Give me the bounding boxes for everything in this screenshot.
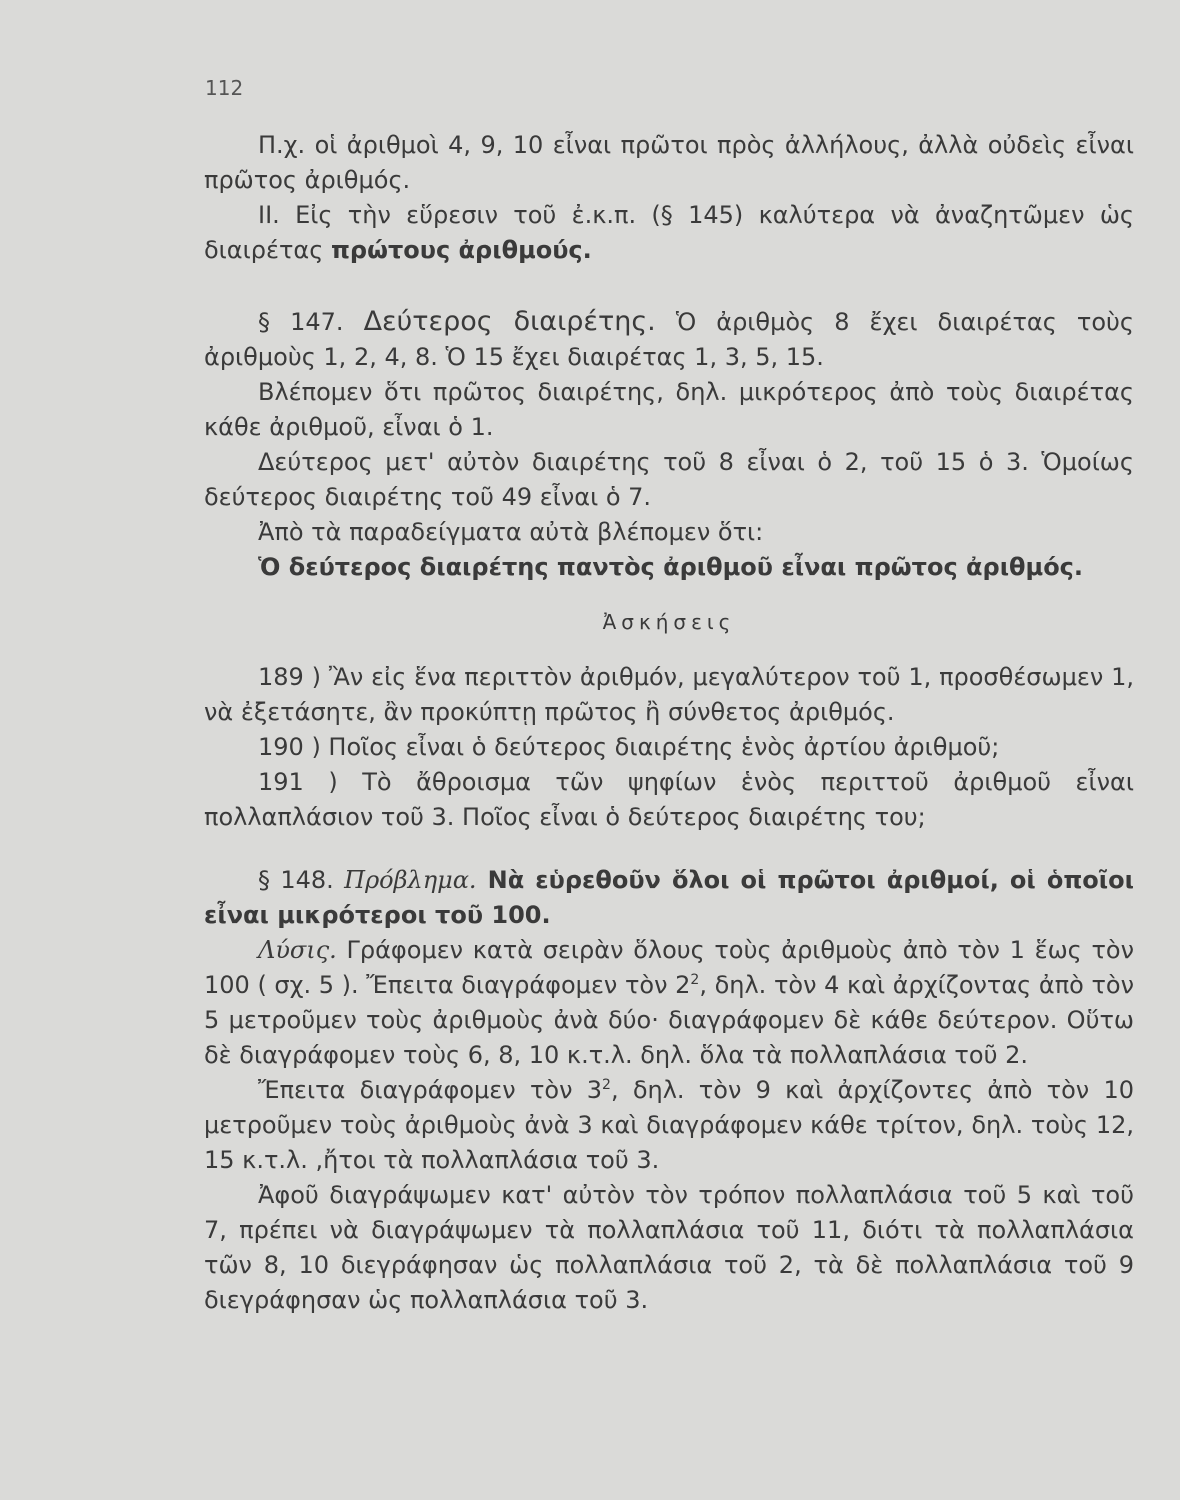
paragraph-text: Ἀπὸ τὰ παραδείγματα αὐτὰ βλέπομεν ὅτι: bbox=[258, 518, 764, 546]
paragraph-solution bbox=[204, 933, 1134, 1073]
section-number: § 148. bbox=[258, 866, 345, 894]
paragraph-second-divisor bbox=[204, 445, 1134, 515]
rule-statement bbox=[204, 550, 1134, 585]
paragraph-text: Ἔπειτα διαγράφομεν τὸν 3 bbox=[258, 1076, 603, 1104]
rule-text: Ὁ δεύτερος διαιρέτης παντὸς ἀριθμοῦ εἶναι πρῶτος ἀριθμός. bbox=[258, 553, 1084, 581]
exercise-191 bbox=[204, 765, 1134, 835]
section-148 bbox=[204, 863, 1134, 933]
paragraph-text: Π.χ. οἱ ἀριθμοὶ 4, 9, 10 εἶναι πρῶτοι πρὸς ἀλλήλους, ἀλλὰ οὐδεὶς εἶναι πρῶτος ἀριθμός. bbox=[204, 131, 1134, 194]
paragraph-example bbox=[204, 128, 1134, 198]
paragraph-text: Ἀφοῦ διαγράψωμεν κατ' αὐτὸν τὸν τρόπον πολλαπλάσια τοῦ 5 καὶ τοῦ 7, πρέπει νὰ διαγράψωμεν τὰ πολλαπλάσια τοῦ 11, διότι τὰ πολλαπλάσια τῶν 8, 10 διεγράφησαν ὡς πολλαπλάσια τοῦ 2, τὰ δὲ πολλαπλάσια τοῦ 9 διεγράφησαν ὡς πολλαπλάσια τοῦ 3. bbox=[204, 1181, 1134, 1314]
problem-statement: Νὰ εὑρεθοῦν ὅλοι οἱ πρῶτοι ἀριθμοί, οἱ ὁποῖοι εἶναι μικρότεροι τοῦ 100. bbox=[204, 866, 1134, 929]
exponent: 2 bbox=[690, 972, 700, 988]
paragraph-then bbox=[204, 1073, 1134, 1178]
paragraph-text: Γράφομεν κατὰ σειρὰν ὅλους τοὺς ἀριθμοὺς ἀπὸ τὸν 1 ἕως τὸν 100 ( σχ. 5 ). Ἔπειτα διαγράφομεν τὸν 2 bbox=[204, 936, 1134, 999]
exercise-text: 191 ) Τὸ ἄθροισμα τῶν ψηφίων ἑνὸς περιττοῦ ἀριθμοῦ εἶναι πολλαπλάσιον τοῦ 3. Ποῖος εἶναι ὁ δεύτερος διαιρέτης του; bbox=[204, 768, 1134, 831]
section-147 bbox=[204, 304, 1134, 375]
paragraph-text: Ὁ ἀριθμὸς 8 ἔχει διαιρέτας τοὺς ἀριθμοὺς 1, 2, 4, 8. Ὁ 15 ἔχει διαιρέτας 1, 3, 5, 15. bbox=[204, 308, 1135, 371]
section-number: § 147. bbox=[258, 308, 364, 336]
exercise-190 bbox=[204, 730, 1134, 765]
paragraph-examples-lead bbox=[204, 515, 1134, 550]
heading-text: Ἀσκήσεις bbox=[602, 610, 736, 634]
exercise-text: 190 ) Ποῖος εἶναι ὁ δεύτερος διαιρέτης ἑνὸς ἀρτίου ἀριθμοῦ; bbox=[258, 733, 1000, 761]
paragraph-ii bbox=[204, 198, 1134, 268]
exponent: 2 bbox=[602, 1077, 611, 1093]
paragraph-text: , δηλ. τὸν 9 καὶ ἀρχίζοντες ἀπὸ τὸν 10 μετροῦμεν τοὺς ἀριθμοὺς ἀνὰ 3 καὶ διαγράφομεν κάθε τρίτον, δηλ. τοὺς 12, 15 κ.τ.λ. ,ἤτοι τὰ πολλαπλάσια τοῦ 3. bbox=[204, 1076, 1134, 1174]
paragraph-text: , δηλ. τὸν 4 καὶ ἀρχίζοντας ἀπὸ τὸν 5 μετροῦμεν τοὺς ἀριθμοὺς ἀνὰ δύο· διαγράφομεν δὲ κάθε δεύτερον. Οὕτω δὲ διαγράφομεν τοὺς 6, 8, 10 κ.τ.λ. δηλ. ὅλα τὰ πολλαπλάσια τοῦ 2. bbox=[204, 971, 1135, 1069]
exercises-heading bbox=[204, 605, 1134, 640]
paragraph-text: Δεύτερος μετ' αὐτὸν διαιρέτης τοῦ 8 εἶναι ὁ 2, τοῦ 15 ὁ 3. Ὁμοίως δεύτερος διαιρέτης τοῦ 49 εἶναι ὁ 7. bbox=[204, 448, 1134, 511]
section-label: Πρόβλημα. bbox=[344, 866, 477, 894]
exercise-text: 189 ) Ἂν εἰς ἕνα περιττὸν ἀριθμόν, μεγαλύτερον τοῦ 1, προσθέσωμεν 1, νὰ ἐξετάσητε, ἂν προκύπτῃ πρῶτος ἢ σύνθετος ἀριθμός. bbox=[204, 663, 1134, 726]
page-content bbox=[204, 128, 1134, 1318]
paragraph-text: ΙΙ. Εἰς τὴν εὕρεσιν τοῦ ἐ.κ.π. (§ 145) καλύτερα νὰ ἀναζητῶμεν ὡς διαιρέτας bbox=[204, 201, 1134, 264]
paragraph-final bbox=[204, 1178, 1134, 1318]
paragraph-first-divisor bbox=[204, 375, 1134, 445]
section-heading: Δεύτερος διαιρέτης. bbox=[363, 306, 656, 337]
paragraph-text: Βλέπομεν ὅτι πρῶτος διαιρέτης, δηλ. μικρότερος ἀπὸ τοὺς διαιρέτας κάθε ἀριθμοῦ, εἶναι ὁ 1. bbox=[204, 378, 1134, 441]
emphasis-text: πρώτους ἀριθμούς. bbox=[330, 236, 592, 264]
page-number: 112 bbox=[205, 76, 244, 100]
exercise-189 bbox=[204, 660, 1134, 730]
solution-label: Λύσις. bbox=[258, 936, 337, 964]
